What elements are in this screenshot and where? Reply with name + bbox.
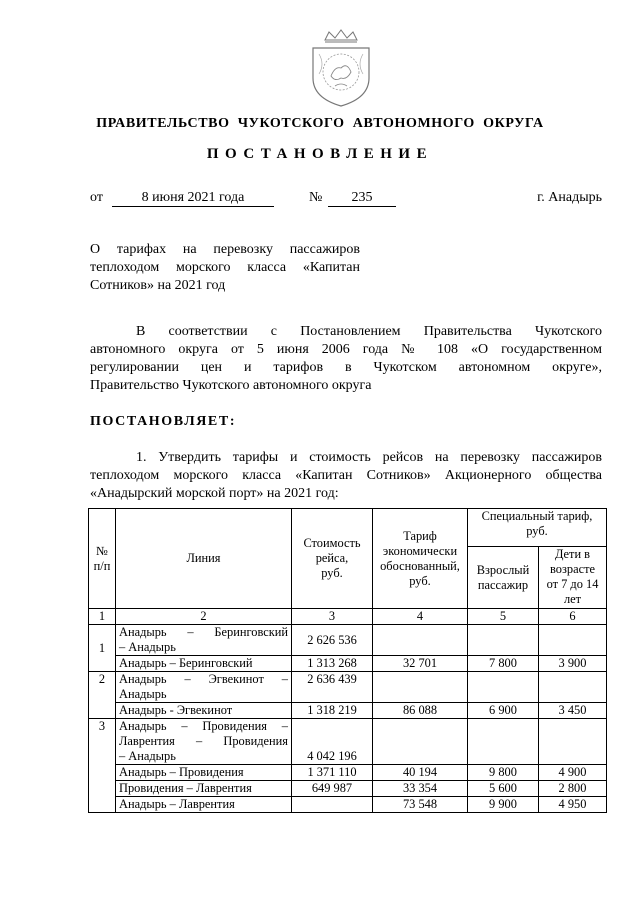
route-name: Анадырь – Провидения – Лаврентия – Провидения – Анадырь: [116, 719, 292, 765]
leg-adult-fare: 6 900: [468, 703, 539, 719]
table-row: [89, 703, 607, 719]
item-1-line: теплоходом морского класса «Капитан Сотников» Акционерного общества: [90, 468, 602, 483]
leg-cost: 1 313 268: [292, 656, 373, 672]
table-row: [89, 765, 607, 781]
document-city: г. Анадырь: [537, 190, 602, 205]
table-row: [89, 672, 607, 703]
leg-adult-fare: 9 900: [468, 797, 539, 813]
leg-name: Анадырь - Эгвекинот: [116, 703, 292, 719]
table-header-row: [89, 509, 607, 547]
item-1-line: «Анадырский морской порт» на 2021 год:: [90, 486, 339, 501]
leg-child-fare: 4 900: [539, 765, 607, 781]
leg-tariff: 33 354: [373, 781, 468, 797]
header-num: № п/п: [89, 509, 116, 609]
table-row: [89, 719, 607, 765]
leg-tariff: 86 088: [373, 703, 468, 719]
preamble-line: В соответствии с Постановлением Правительства Чукотского: [136, 324, 602, 339]
row-number: 3: [89, 719, 116, 813]
item-1-paragraph: [90, 449, 602, 503]
leg-name: Анадырь – Беринговский: [116, 656, 292, 672]
route-name: Анадырь – Беринговский – Анадырь: [116, 625, 292, 656]
document-type-title: ПОСТАНОВЛЕНИЕ: [206, 146, 434, 162]
coat-of-arms-emblem: [305, 28, 377, 108]
header-cost: Стоимость рейса, руб.: [292, 509, 373, 609]
leg-name: Анадырь – Провидения: [116, 765, 292, 781]
subject-line: О тарифах на перевозку пассажиров: [90, 242, 360, 257]
leg-cost: 1 318 219: [292, 703, 373, 719]
leg-tariff: 40 194: [373, 765, 468, 781]
header-tariff: Тариф экономически обоснованный, руб.: [373, 509, 468, 609]
col-number: 5: [468, 609, 539, 625]
document-date: 8 июня 2021 года: [112, 190, 274, 207]
document-number: 235: [328, 190, 396, 207]
route-cost: 2 636 439: [292, 672, 373, 703]
route-cost: 4 042 196: [292, 719, 373, 765]
subject-line: теплоходом морского класса «Капитан: [90, 260, 360, 275]
leg-tariff: 73 548: [373, 797, 468, 813]
leg-name: Анадырь – Лаврентия: [116, 797, 292, 813]
leg-adult-fare: 5 600: [468, 781, 539, 797]
number-label: №: [309, 190, 323, 205]
header-children: Дети в возрасте от 7 до 14 лет: [539, 547, 607, 609]
table-row: [89, 656, 607, 672]
organization-title: ПРАВИТЕЛЬСТВО ЧУКОТСКОГО АВТОНОМНОГО ОКРУГА: [96, 116, 544, 131]
header-line: Линия: [116, 509, 292, 609]
leg-tariff: 32 701: [373, 656, 468, 672]
leg-adult-fare: 9 800: [468, 765, 539, 781]
row-number: 1: [89, 625, 116, 672]
col-number: 1: [89, 609, 116, 625]
route-name: Анадырь – Эгвекинот – Анадырь: [116, 672, 292, 703]
leg-child-fare: 3 450: [539, 703, 607, 719]
row-number: 2: [89, 672, 116, 719]
leg-name: Провидения – Лаврентия: [116, 781, 292, 797]
date-number-line: [90, 190, 602, 210]
col-number: 6: [539, 609, 607, 625]
tariff-table: [88, 508, 607, 813]
preamble-line: автономного округа от 5 июня 2006 года № 108 «О государственном: [90, 342, 602, 357]
leg-child-fare: 4 950: [539, 797, 607, 813]
leg-adult-fare: 7 800: [468, 656, 539, 672]
table-row: [89, 797, 607, 813]
route-cost: 2 626 536: [292, 625, 373, 656]
document-subject: [90, 241, 360, 295]
col-number: 2: [116, 609, 292, 625]
leg-child-fare: 2 800: [539, 781, 607, 797]
item-1-line: 1. Утвердить тарифы и стоимость рейсов на перевозку пассажиров: [136, 450, 602, 465]
table-row: [89, 781, 607, 797]
leg-child-fare: 3 900: [539, 656, 607, 672]
col-number: 3: [292, 609, 373, 625]
decree-word: ПОСТАНОВЛЯЕТ:: [90, 414, 237, 429]
column-numbers-row: [89, 609, 607, 625]
leg-cost: 649 987: [292, 781, 373, 797]
subject-line: Сотников» на 2021 год: [90, 278, 226, 293]
preamble-line: Правительство Чукотского автономного округа: [90, 378, 372, 393]
preamble-paragraph: [90, 323, 602, 395]
table-row: [89, 625, 607, 656]
header-special: Специальный тариф, руб.: [468, 509, 607, 547]
leg-cost: 1 371 110: [292, 765, 373, 781]
preamble-line: регулировании цен и тарифов в Чукотском автономном округе»,: [90, 360, 602, 375]
header-adult: Взрослый пассажир: [468, 547, 539, 609]
leg-cost: [292, 797, 373, 813]
date-from-label: от: [90, 190, 103, 205]
col-number: 4: [373, 609, 468, 625]
